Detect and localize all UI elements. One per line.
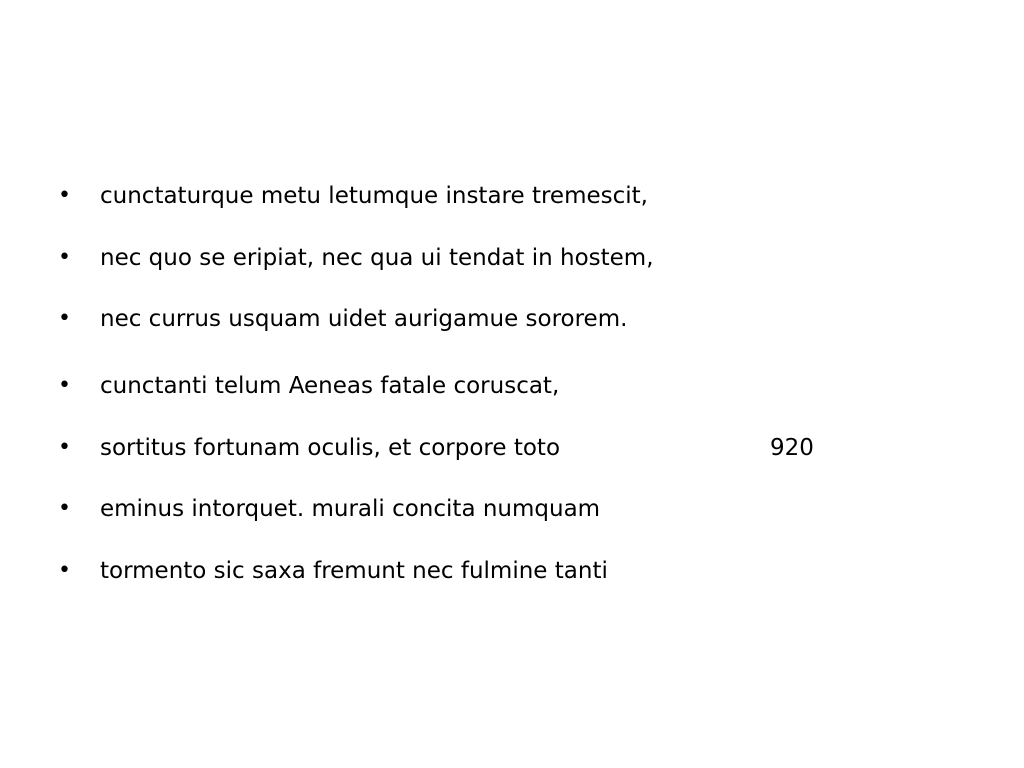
- bullet-icon: •: [58, 183, 71, 208]
- verse-text: cunctaturque metu letumque instare tremescit,: [100, 183, 648, 209]
- verse-text: nec quo se eripiat, nec qua ui tendat in hostem,: [100, 244, 654, 271]
- verse-line: [58, 428, 958, 468]
- verse-text: nec currus usquam uidet aurigamue sororem.: [100, 306, 628, 332]
- bullet-icon: •: [58, 373, 71, 398]
- verse-text: cunctanti telum Aeneas fatale coruscat,: [100, 373, 560, 399]
- bullet-icon: •: [58, 496, 71, 521]
- bullet-icon: •: [58, 306, 71, 331]
- verse-line: [58, 176, 958, 216]
- bullet-icon: •: [58, 557, 71, 583]
- verse-line: [58, 489, 958, 529]
- bullet-icon: •: [58, 244, 71, 270]
- verse-line: [58, 238, 958, 278]
- verse-text: eminus intorquet. murali concita numquam: [100, 496, 601, 522]
- verse-text: sortitus fortunam oculis, et corpore toto: [100, 434, 561, 461]
- verse-list: [58, 176, 958, 612]
- verse-line: [58, 299, 958, 339]
- bullet-icon: •: [58, 434, 71, 460]
- verse-text: tormento sic saxa fremunt nec fulmine tanti: [100, 557, 608, 584]
- verse-line: [58, 551, 958, 591]
- verse-line: [58, 366, 958, 406]
- line-number: 920: [770, 434, 814, 461]
